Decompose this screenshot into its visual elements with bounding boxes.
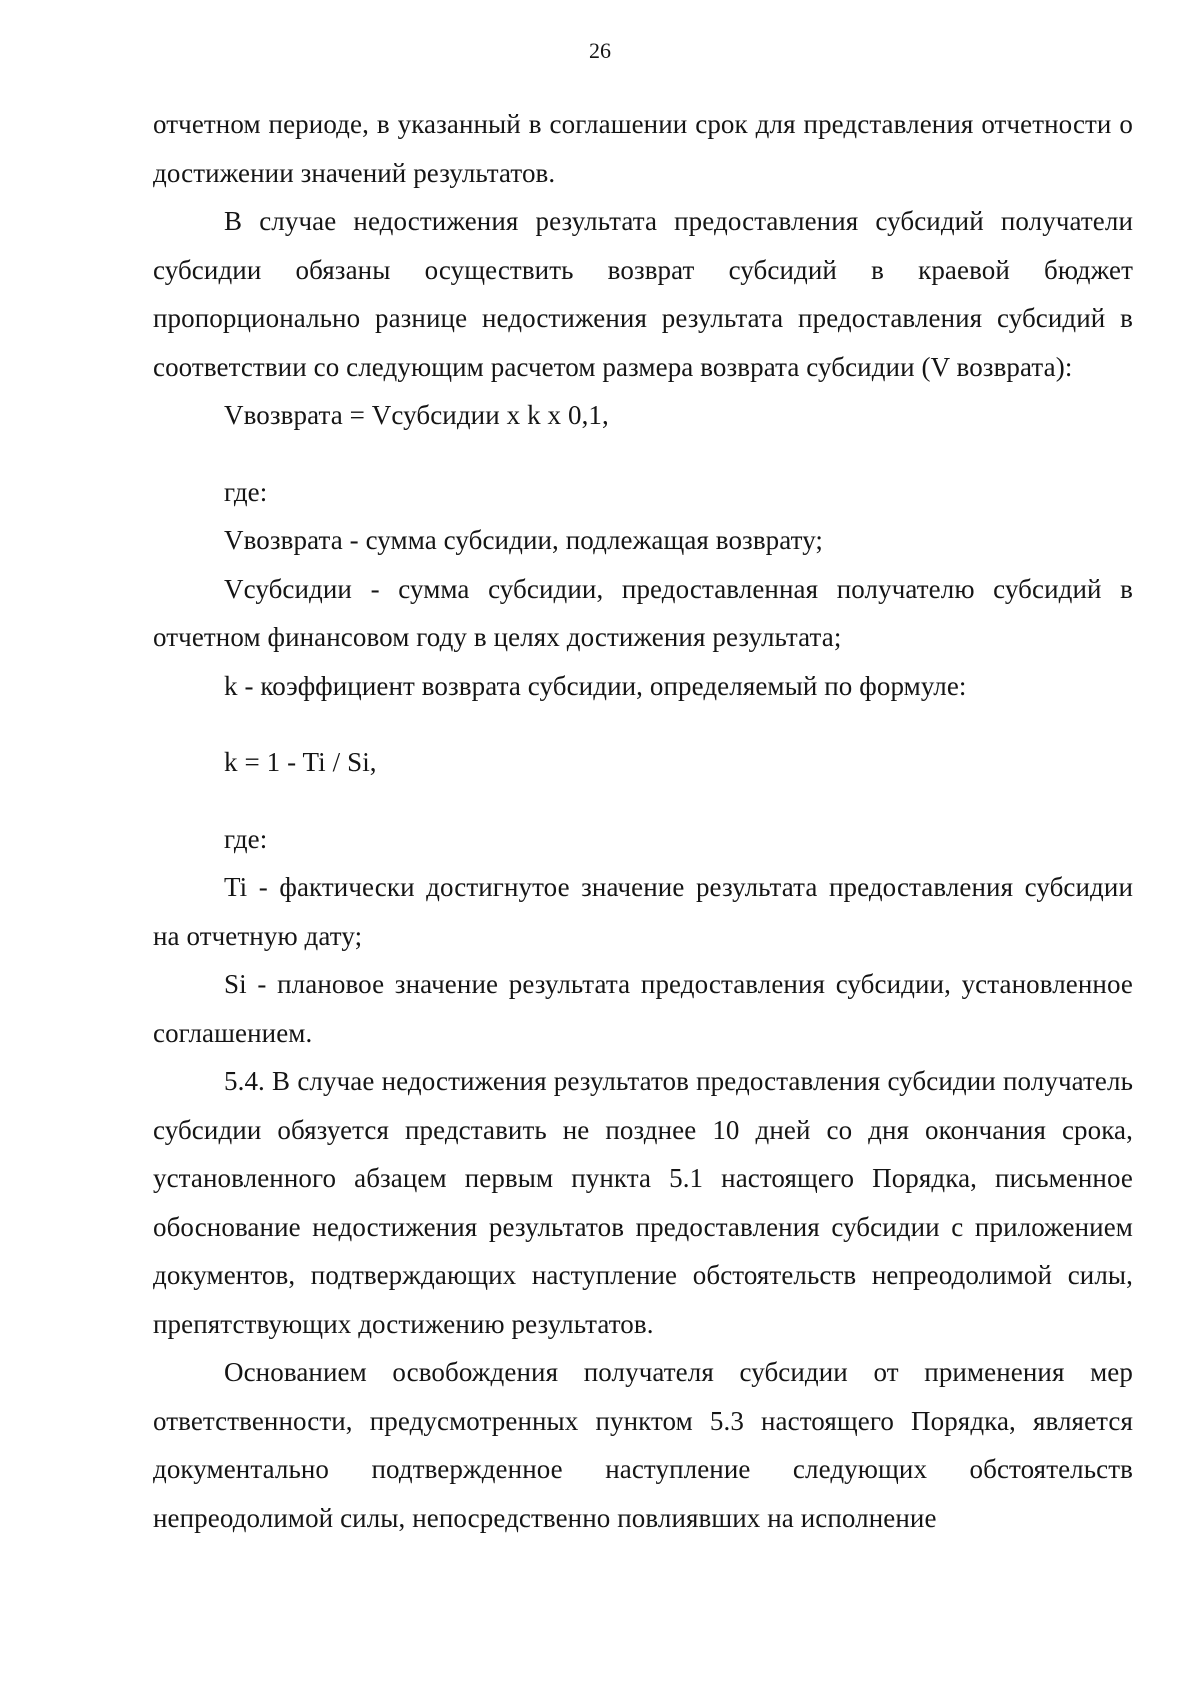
- document-body: [153, 100, 1133, 1542]
- definition-v-return: Vвозврата - сумма субсидии, подлежащая возврату;: [224, 525, 824, 555]
- where-label-1: где:: [224, 476, 268, 507]
- formula-k: k = 1 - Ti / Si,: [224, 747, 377, 777]
- where-label-2: где:: [224, 823, 268, 854]
- spacer: [153, 710, 1133, 738]
- formula-v-return: Vвозврата = Vсубсидии х k х 0,1,: [224, 400, 609, 430]
- spacer: [153, 440, 1133, 468]
- definition-si: Si - плановое значение результата предоставления субсидии, установленное соглашением.: [153, 969, 1133, 1048]
- definition-ti: Ti - фактически достигнутое значение результата предоставления субсидии на отчетную дату;: [153, 872, 1133, 951]
- paragraph-continuation: отчетном периоде, в указанный в соглашении срок для представления отчетности о достижении значений результатов.: [153, 109, 1133, 188]
- paragraph-exemption: Основанием освобождения получателя субсидии от применения мер ответственности, предусмотренных пунктом 5.3 настоящего Порядка, является документально подтвержденное наступление следующих обстоятельств непреодолимой силы, непосредственно повлиявших на исполнение: [153, 1357, 1133, 1533]
- paragraph-return-case: В случае недостижения результата предоставления субсидий получатели субсидии обязаны осуществить возврат субсидий в краевой бюджет пропорционально разнице недостижения результата предоставления субсидий в соответствии со следующим расчетом размера возврата субсидии (V возврата):: [153, 206, 1133, 382]
- page-number: 26: [589, 38, 611, 63]
- definition-v-subsidy: Vсубсидии - сумма субсидии, предоставленная получателю субсидий в отчетном финансовом году в целях достижения результата;: [153, 573, 1133, 652]
- definition-k: k - коэффициент возврата субсидии, определяемый по формуле:: [224, 670, 967, 701]
- spacer: [153, 787, 1133, 815]
- paragraph-5-4: 5.4. В случае недостижения результатов предоставления субсидии получатель субсидии обязуется представить не позднее 10 дней со дня окончания срока, установленного абзацем первым пункта 5.1 настоящего Порядка, письменное обоснование недостижения результатов предоставления субсидии с приложением документов, подтверждающих наступление обстоятельств непреодолимой силы, препятствующих достижению результатов.: [153, 1066, 1133, 1339]
